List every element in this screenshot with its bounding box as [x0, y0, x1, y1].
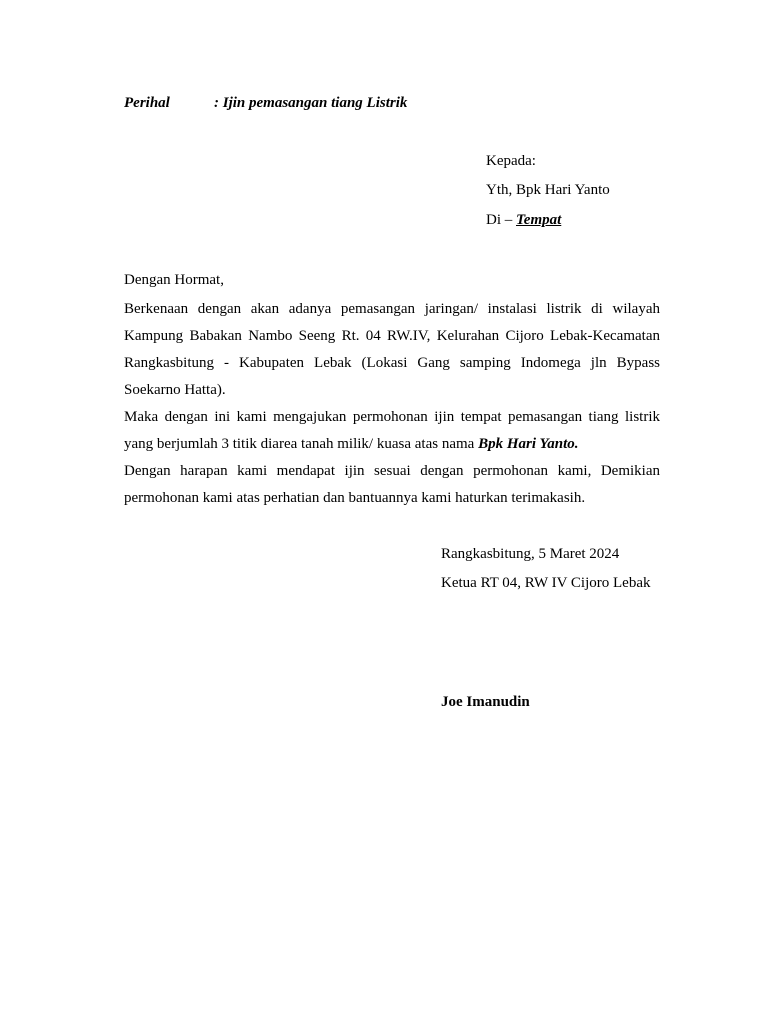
recipient-place-line — [486, 211, 561, 229]
letter-body — [124, 300, 660, 516]
body-line: Maka dengan ini kami mengajukan permohonan ijin tempat pemasangan tiang listrik — [124, 409, 660, 425]
subject-text: : Ijin pemasangan tiang Listrik — [214, 95, 408, 111]
sender-role: Ketua RT 04, RW IV Cijoro Lebak — [441, 575, 651, 591]
body-line-prefix: yang berjumlah 3 titik diarea tanah milik/ kuasa atas nama — [124, 436, 479, 452]
body-line: Rangkasbitung - Kabupaten Lebak (Lokasi Gang samping Indomega jln Bypass — [124, 355, 660, 371]
body-line: permohonan kami atas perhatian dan bantuannya kami haturkan terimakasih. — [124, 490, 586, 506]
recipient-name: Yth, Bpk Hari Yanto — [486, 182, 610, 198]
body-line: Dengan harapan kami mendapat ijin sesuai dengan permohonan kami, Demikian — [124, 463, 660, 479]
greeting: Dengan Hormat, — [124, 272, 224, 288]
body-line: Soekarno Hatta). — [124, 382, 226, 398]
owner-name: Bpk Hari Yanto. — [478, 436, 579, 452]
recipient-place: Tempat — [516, 212, 562, 228]
body-line: Kampung Babakan Nambo Seeng Rt. 04 RW.IV, Kelurahan Cijoro Lebak-Kecamatan — [124, 328, 660, 344]
place-date: Rangkasbitung, 5 Maret 2024 — [441, 546, 620, 562]
recipient-di-prefix: Di – — [486, 212, 516, 228]
recipient-kepada: Kepada: — [486, 153, 536, 169]
body-line: Berkenaan dengan akan adanya pemasangan jaringan/ instalasi listrik di wilayah — [124, 301, 660, 317]
body-line-with-name — [124, 435, 660, 462]
subject-label: Perihal — [124, 95, 170, 111]
signer-name: Joe Imanudin — [441, 694, 530, 710]
